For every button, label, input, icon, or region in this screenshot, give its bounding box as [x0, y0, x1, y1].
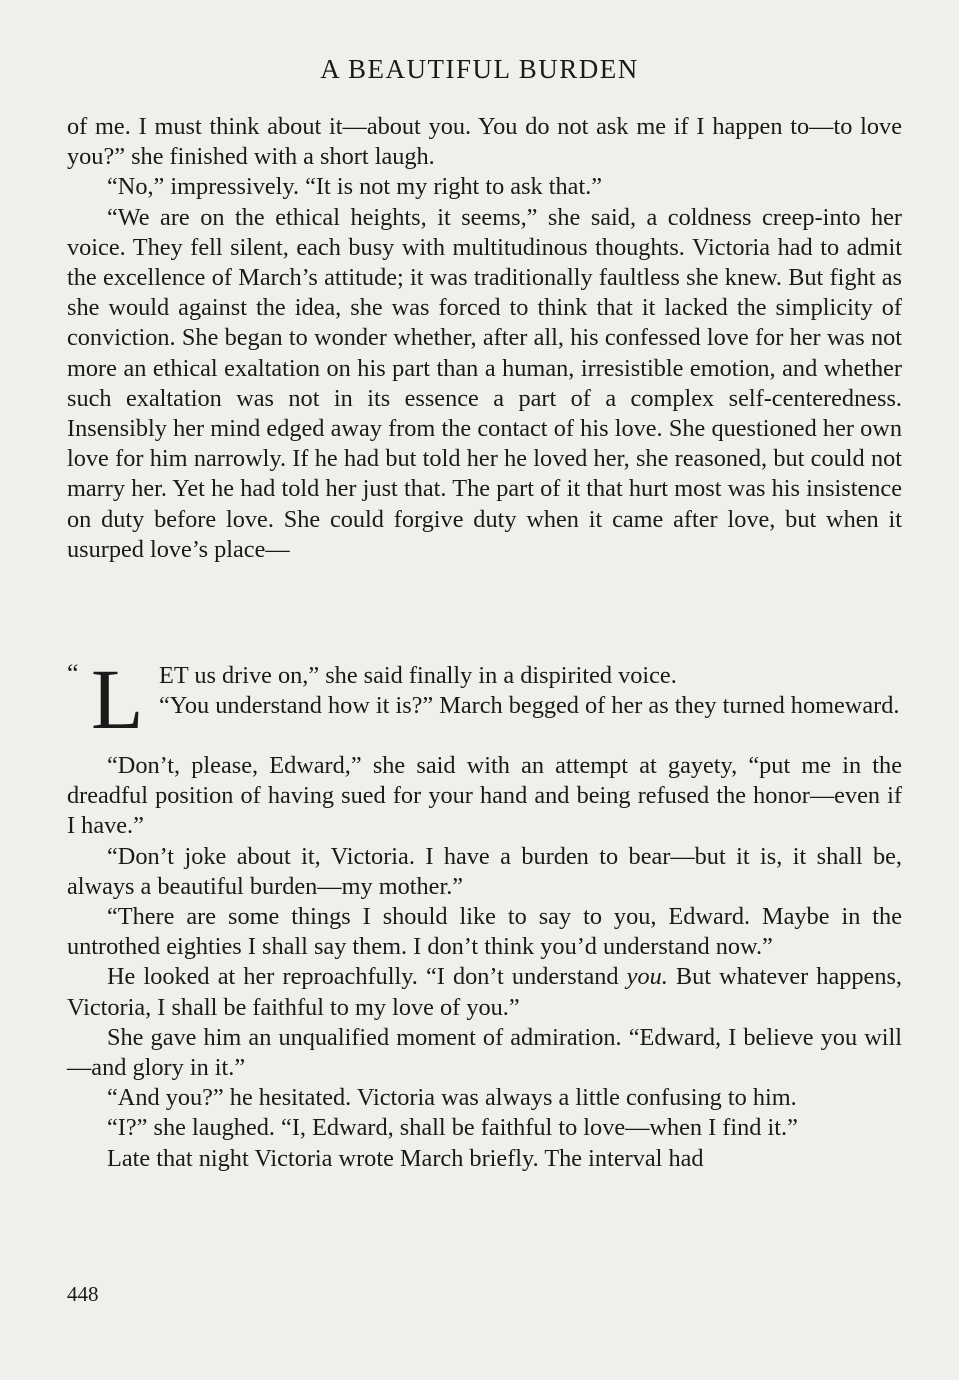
paragraph: “And you?” he hesitated. Victoria was always a little confusing to him.	[107, 1084, 797, 1112]
text-block-2	[67, 651, 902, 1174]
running-head: A BEAUTIFUL BURDEN	[320, 54, 639, 84]
paragraph	[67, 962, 902, 1022]
text-block-1	[67, 112, 902, 565]
paragraph: “No,” impressively. “It is not my right to ask that.”	[107, 173, 603, 201]
paragraph: “There are some things I should like to say to you, Edward. Maybe in the untrothed eighties I shall say them. I don’t think you’d understand now.”	[67, 903, 902, 961]
paragraph: “I?” she laughed. “I, Edward, shall be faithful to love—when I find it.”	[107, 1114, 798, 1142]
section-opening	[67, 651, 902, 751]
text-run: But whatever happens, Victoria, I shall be faithful to my love of you.”	[67, 963, 902, 1021]
text-run: He looked at her reproachfully. “I don’t understand	[107, 963, 627, 991]
drop-cap: L	[91, 651, 144, 747]
paragraph: of me. I must think about it—about you. You do not ask me if I happen to—to love you?” she finished with a short laugh.	[67, 113, 902, 171]
paragraph: ET us drive on,” she said finally in a dispirited voice.	[159, 662, 677, 689]
paragraph: “Don’t joke about it, Victoria. I have a burden to bear—but it is, it shall be, always a beautiful burden—my mother.”	[67, 842, 902, 900]
paragraph: She gave him an unqualified moment of admiration. “Edward, I believe you will—and glory in it.”	[67, 1023, 902, 1082]
italic-text: you.	[626, 963, 668, 991]
paragraph: “You understand how it is?” March begged of her as they turned homeward.	[159, 692, 900, 720]
paragraph: “Don’t, please, Edward,” she said with an attempt at gayety, “put me in the dreadful position of having sued for your hand and being refused the honor—even if I have.”	[67, 752, 902, 840]
paragraph: Late that night Victoria wrote March briefly. The interval had	[107, 1144, 704, 1172]
paragraph: “We are on the ethical heights, it seems,” she said, a coldness creep-into her voice. They fell silent, each busy with multitudinous thoughts. Victoria had to admit the excellence of March’s attitude; it was traditionally faultless she knew. But fight as she would against the idea, she was forced to think that it lacked the simplicity of conviction. She began to wonder whether, after all, his confessed love for her was not more an ethical exaltation on his part than a human, irresistible emotion, and whether such exaltation was not in its essence a part of a complex self-centeredness. Insensibly her mind edged away from the contact of his love. She questioned her own love for him narrowly. If he had but told her he loved her, she reasoned, but could not marry her. Yet he had told her just that. The part of it that hurt most was his insistence on duty before love. She could forgive duty when it came after love, but when it usurped love’s place—	[67, 203, 902, 563]
opening-quote-mark: “	[67, 659, 79, 688]
page-number: 448	[67, 1282, 99, 1306]
